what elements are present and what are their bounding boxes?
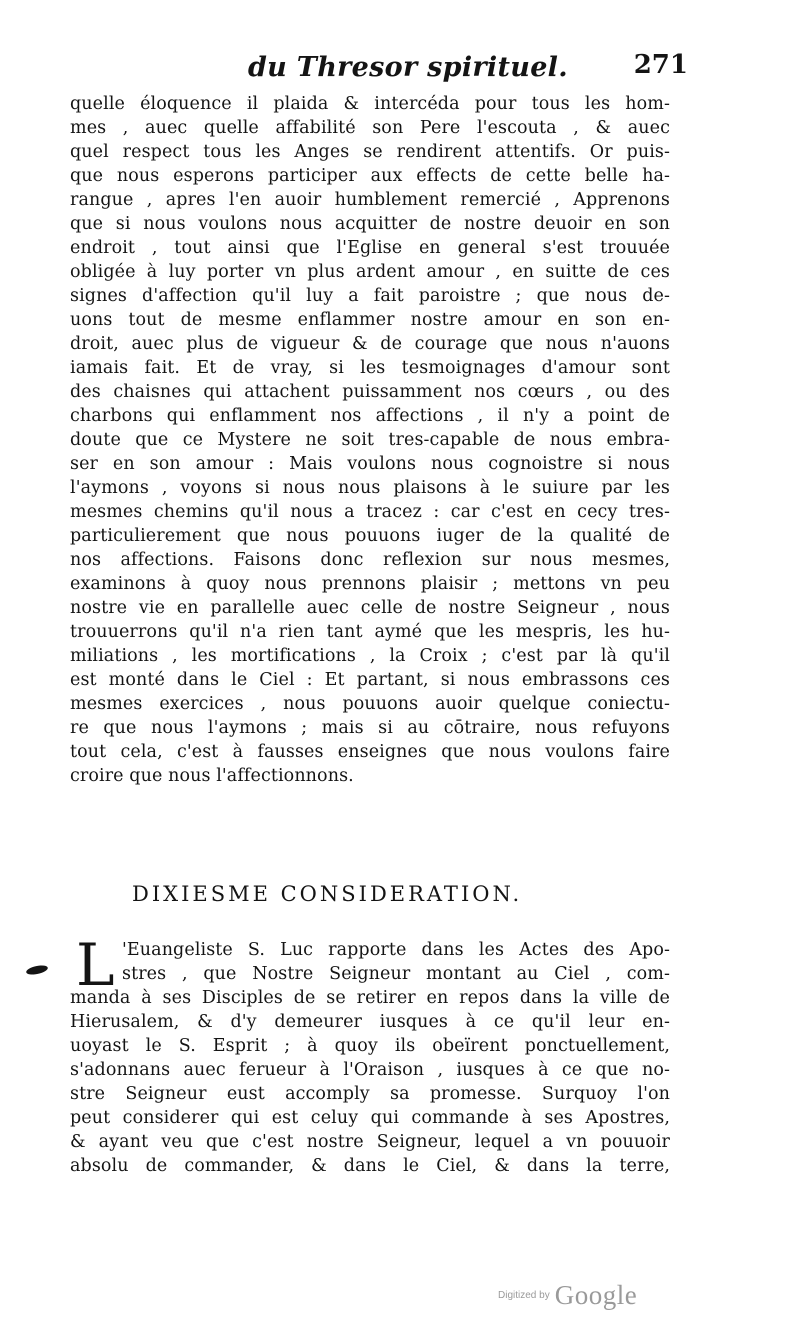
text-line: trouuerrons qu'il n'a rien tant aymé que les mespris, les hu-	[70, 622, 670, 642]
text-line: stre Seigneur eust accomply sa promesse. Surquoy l'on	[70, 1084, 670, 1104]
text-line: quelle éloquence il plaida & intercéda pour tous les hom-	[70, 94, 670, 114]
text-line: manda à ses Disciples de se retirer en repos dans la ville de	[70, 988, 670, 1008]
text-line: miliations , les mortifications , la Croix ; c'est par là qu'il	[70, 646, 670, 666]
text-line: nos affections. Faisons donc reflexion sur nous mesmes,	[70, 550, 670, 570]
text-line: mesmes chemins qu'il nous a tracez : car c'est en cecy tres-	[70, 502, 670, 522]
text-line: Hierusalem, & d'y demeurer iusques à ce qu'il leur en-	[70, 1012, 670, 1032]
text-line: ser en son amour : Mais voulons nous cognoistre si nous	[70, 454, 670, 474]
text-line: uons tout de mesme enflammer nostre amour en son en-	[70, 310, 670, 330]
text-line: que si nous voulons nous acquitter de nostre deuoir en son	[70, 214, 670, 234]
text-line: droit, auec plus de vigueur & de courage que nous n'auons	[70, 334, 670, 354]
text-line: mesmes exercices , nous pouuons auoir quelque coniectu-	[70, 694, 670, 714]
text-line: particulierement que nous pouuons iuger de la qualité de	[70, 526, 670, 546]
text-line: des chaisnes qui attachent puissamment nos cœurs , ou des	[70, 382, 670, 402]
page-number: 271	[633, 50, 688, 80]
section-heading: DIXIESME CONSIDERATION.	[132, 882, 523, 906]
digitized-watermark	[498, 1280, 637, 1316]
text-line: doute que ce Mystere ne soit tres-capable de nous embra-	[70, 430, 670, 450]
text-line: absolu de commander, & dans le Ciel, & dans la terre,	[70, 1156, 670, 1176]
text-line: examinons à quoy nous prennons plaisir ; mettons vn peu	[70, 574, 670, 594]
text-line: que nous esperons participer aux effects de cette belle ha-	[70, 166, 670, 186]
text-line: iamais fait. Et de vray, si les tesmoignages d'amour sont	[70, 358, 670, 378]
margin-ink-mark	[25, 964, 48, 976]
text-line: croire que nous l'affectionnons.	[70, 766, 354, 786]
watermark-prefix: Digitized by	[498, 1290, 550, 1301]
text-line: uoyast le S. Esprit ; à quoy ils obeïrent ponctuellement,	[70, 1036, 670, 1056]
paragraph-continued	[70, 92, 670, 788]
google-logo: Google	[554, 1280, 638, 1310]
text-line: signes d'affection qu'il luy a fait paroistre ; que nous de-	[70, 286, 670, 306]
text-line: nostre vie en parallelle auec celle de nostre Seigneur , nous	[70, 598, 670, 618]
running-title: du Thresor spirituel.	[248, 52, 568, 83]
text-line: quel respect tous les Anges se rendirent attentifs. Or puis-	[70, 142, 670, 162]
text-line: re que nous l'aymons ; mais si au cōtraire, nous refuyons	[70, 718, 670, 738]
text-line: & ayant veu que c'est nostre Seigneur, lequel a vn pouuoir	[70, 1132, 670, 1152]
text-line: endroit , tout ainsi que l'Eglise en general s'est trouuée	[70, 238, 670, 258]
text-line: peut considerer qui est celuy qui commande à ses Apostres,	[70, 1108, 670, 1128]
text-line: est monté dans le Ciel : Et partant, si nous embrassons ces	[70, 670, 670, 690]
text-line: obligée à luy porter vn plus ardent amour , en suitte de ces	[70, 262, 670, 282]
text-line: tout cela, c'est à fausses enseignes que nous voulons faire	[70, 742, 670, 762]
text-line: s'adonnans auec ferueur à l'Oraison , iusques à ce que no-	[70, 1060, 670, 1080]
drop-cap: L	[76, 931, 115, 999]
text-line: mes , auec quelle affabilité son Pere l'escouta , & auec	[70, 118, 670, 138]
text-line: 'Euangeliste S. Luc rapporte dans les Actes des Apo-	[122, 940, 670, 960]
text-line: stres , que Nostre Seigneur montant au Ciel , com-	[122, 964, 670, 984]
paragraph-dixiesme	[70, 931, 670, 1178]
text-line: l'aymons , voyons si nous nous plaisons à le suiure par les	[70, 478, 670, 498]
text-line: rangue , apres l'en auoir humblement remercié , Apprenons	[70, 190, 670, 210]
running-header	[248, 46, 688, 90]
text-line: charbons qui enflamment nos affections , il n'y a point de	[70, 406, 670, 426]
